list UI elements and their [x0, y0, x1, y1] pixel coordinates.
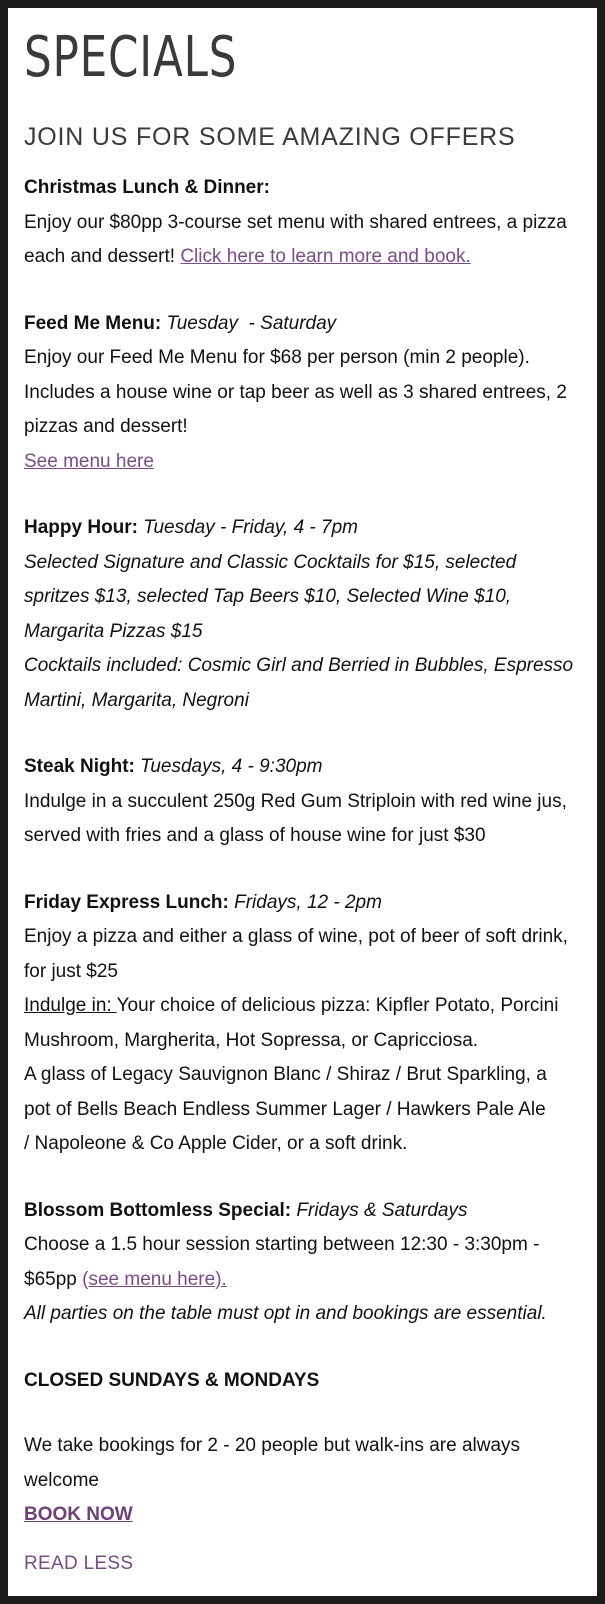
feed-me-text: Enjoy our Feed Me Menu for $68 per person (min 2 people). Includes a house wine or tap beer as well as 3 shared entrees, 2 pizzas and dessert! [24, 347, 567, 437]
closed-notice: CLOSED SUNDAYS & MONDAYS [24, 1369, 320, 1391]
christmas-section [24, 171, 581, 275]
bottomless-section [24, 1194, 581, 1332]
page-subtitle: JOIN US FOR SOME AMAZING OFFERS [24, 123, 516, 151]
bottomless-note: All parties on the table must opt in and bookings are essential. [24, 1303, 547, 1324]
specials-panel [8, 8, 597, 1596]
bookings-section [24, 1429, 581, 1533]
friday-lunch-section [24, 886, 581, 1162]
christmas-text: Enjoy our $80pp 3-course set menu with shared entrees, a pizza each and dessert! [24, 211, 567, 267]
drinks-line-1: A glass of Legacy Sauvignon Blanc / Shiraz / Brut Sparkling, a [24, 1064, 547, 1085]
happy-hour-cocktails: Cocktails included: Cosmic Girl and Berried in Bubbles, Espresso Martini, Margarita, Negroni [24, 655, 574, 711]
christmas-label: Christmas Lunch & Dinner: [24, 177, 270, 198]
happy-hour-days: Tuesday - Friday, 4 - 7pm [138, 517, 358, 538]
drinks-line-3: / Napoleone & Co Apple Cider, or a soft drink. [24, 1133, 408, 1154]
steak-night-text: Indulge in a succulent 250g Red Gum Striploin with red wine jus, served with fries and a glass of house wine for just $30 [24, 790, 567, 846]
feed-me-section [24, 307, 581, 480]
friday-lunch-text: Enjoy a pizza and either a glass of wine, pot of beer of soft drink, for just $25 [24, 926, 568, 982]
feed-me-label: Feed Me Menu: [24, 312, 162, 334]
friday-lunch-label: Friday Express Lunch: [24, 891, 229, 913]
bottomless-text: Choose a 1.5 hour session starting between 12:30 - 3:30pm - $65pp [24, 1234, 540, 1290]
indulge-text: Your choice of delicious pizza: Kipfler Potato, Porcini Mushroom, Margherita, Hot Sopressa, or Capricciosa. [24, 995, 559, 1051]
steak-night-days: Tuesdays, 4 - 9:30pm [134, 756, 323, 777]
happy-hour-label: Happy Hour: [24, 517, 138, 538]
bottomless-menu-link[interactable]: (see menu here). [82, 1268, 227, 1290]
happy-hour-offers: Selected Signature and Classic Cocktails for $15, selected spritzes $13, selected Tap Beers $10, Selected Wine $10, Margarita Pizzas $15 [24, 551, 517, 642]
bottomless-label: Blossom Bottomless Special: [24, 1199, 292, 1221]
christmas-book-link[interactable]: Click here to learn more and book. [180, 246, 471, 267]
bookings-text: We take bookings for 2 - 20 people but walk-ins are always welcome [24, 1435, 521, 1491]
happy-hour-section [24, 511, 581, 718]
feed-me-days: Tuesday - Saturday [161, 312, 337, 334]
drinks-line-2: pot of Bells Beach Endless Summer Lager / Hawkers Pale Ale [24, 1098, 546, 1120]
bottomless-days: Fridays & Saturdays [291, 1199, 468, 1221]
page-title: SPECIALS [24, 25, 238, 90]
steak-night-label: Steak Night: [24, 756, 135, 777]
book-now-button[interactable]: BOOK NOW [24, 1504, 133, 1525]
steak-night-section [24, 750, 581, 854]
friday-lunch-days: Fridays, 12 - 2pm [228, 891, 382, 913]
feed-me-menu-link[interactable]: See menu here [24, 450, 154, 472]
indulge-label: Indulge in: [24, 995, 117, 1016]
specials-content [24, 171, 581, 1581]
read-less-button[interactable]: READ LESS [24, 1552, 134, 1574]
